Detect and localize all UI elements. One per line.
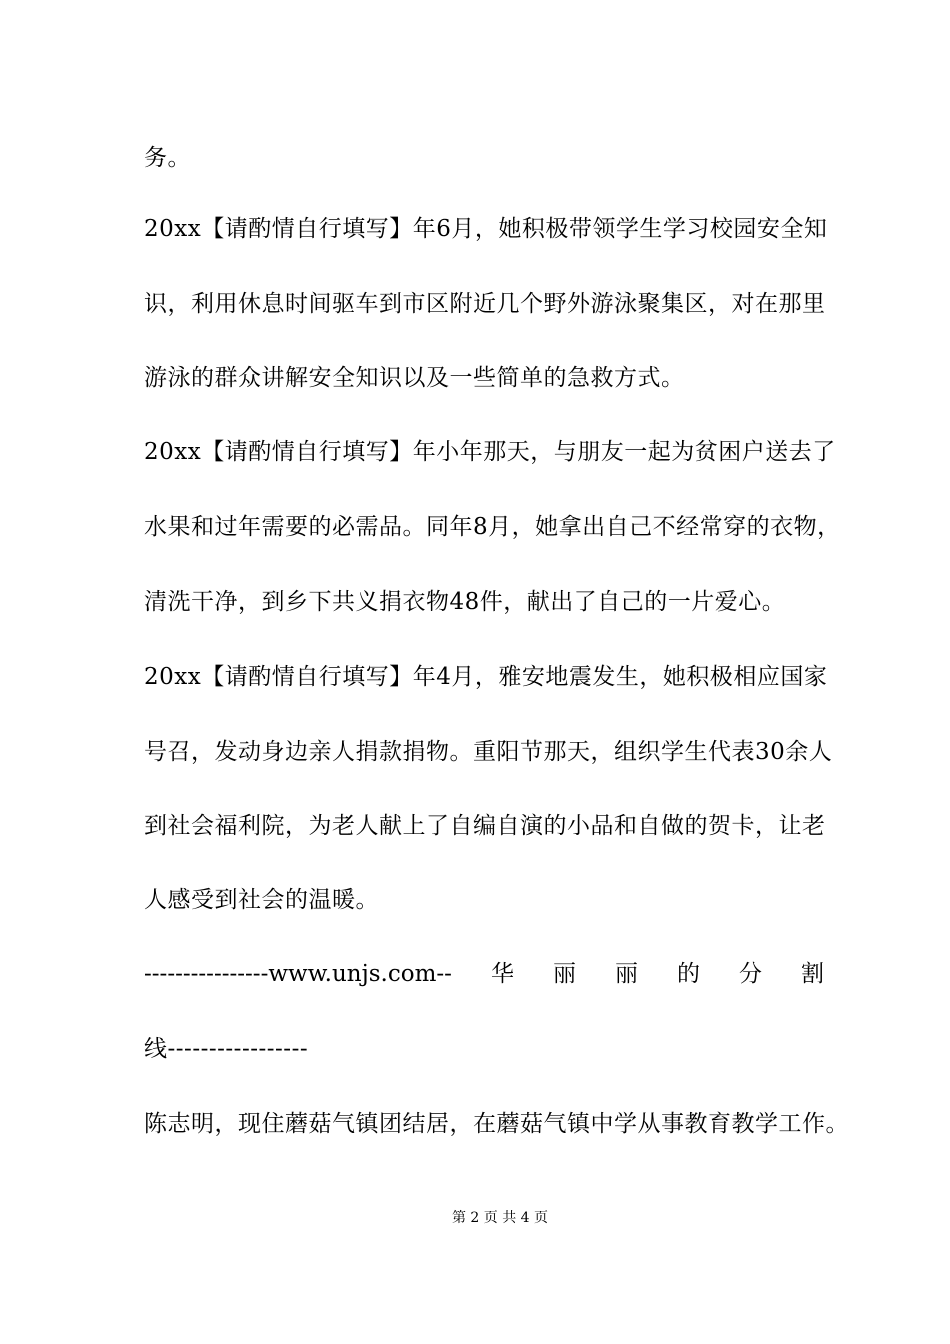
text-line-6: 水果和过年需要的必需品。同年8月，她拿出自己不经常穿的衣物， <box>144 514 841 540</box>
text-line-2: 20xx【请酌情自行填写】年6月，她积极带领学生学习校园安全知 <box>144 216 828 242</box>
separator-line <box>144 958 824 990</box>
closing-line: 陈志明，现住蘑菇气镇团结居，在蘑菇气镇中学从事教育教学工作。 <box>144 1111 849 1137</box>
separator-char: 的 <box>676 961 700 987</box>
separator-char: 丽 <box>614 961 638 987</box>
separator-char: 割 <box>800 961 824 987</box>
text-line-3: 识，利用休息时间驱车到市区附近几个野外游泳聚集区，对在那里 <box>144 291 826 317</box>
text-line-11: 人感受到社会的温暖。 <box>144 887 379 913</box>
text-line-10: 到社会福利院，为老人献上了自编自演的小品和自做的贺卡，让老 <box>144 813 826 839</box>
text-line-8: 20xx【请酌情自行填写】年4月，雅安地震发生，她积极相应国家 <box>144 664 828 690</box>
separator-prefix: ----------------www.unjs.com-- <box>144 961 452 987</box>
separator-continuation: 线----------------- <box>144 1036 309 1062</box>
separator-char: 华 <box>490 961 514 987</box>
page-number-footer: 第 2 页 共 4 页 <box>451 1210 549 1226</box>
text-line-7: 清洗干净，到乡下共义捐衣物48件，献出了自己的一片爱心。 <box>144 589 786 615</box>
text-line-9: 号召，发动身边亲人捐款捐物。重阳节那天，组织学生代表30余人 <box>144 739 833 765</box>
separator-char: 丽 <box>552 961 576 987</box>
text-line-1: 务。 <box>144 145 191 171</box>
text-line-4: 游泳的群众讲解安全知识以及一些简单的急救方式。 <box>144 365 685 391</box>
text-line-5: 20xx【请酌情自行填写】年小年那天，与朋友一起为贫困户送去了 <box>144 439 836 465</box>
separator-char: 分 <box>738 961 762 987</box>
